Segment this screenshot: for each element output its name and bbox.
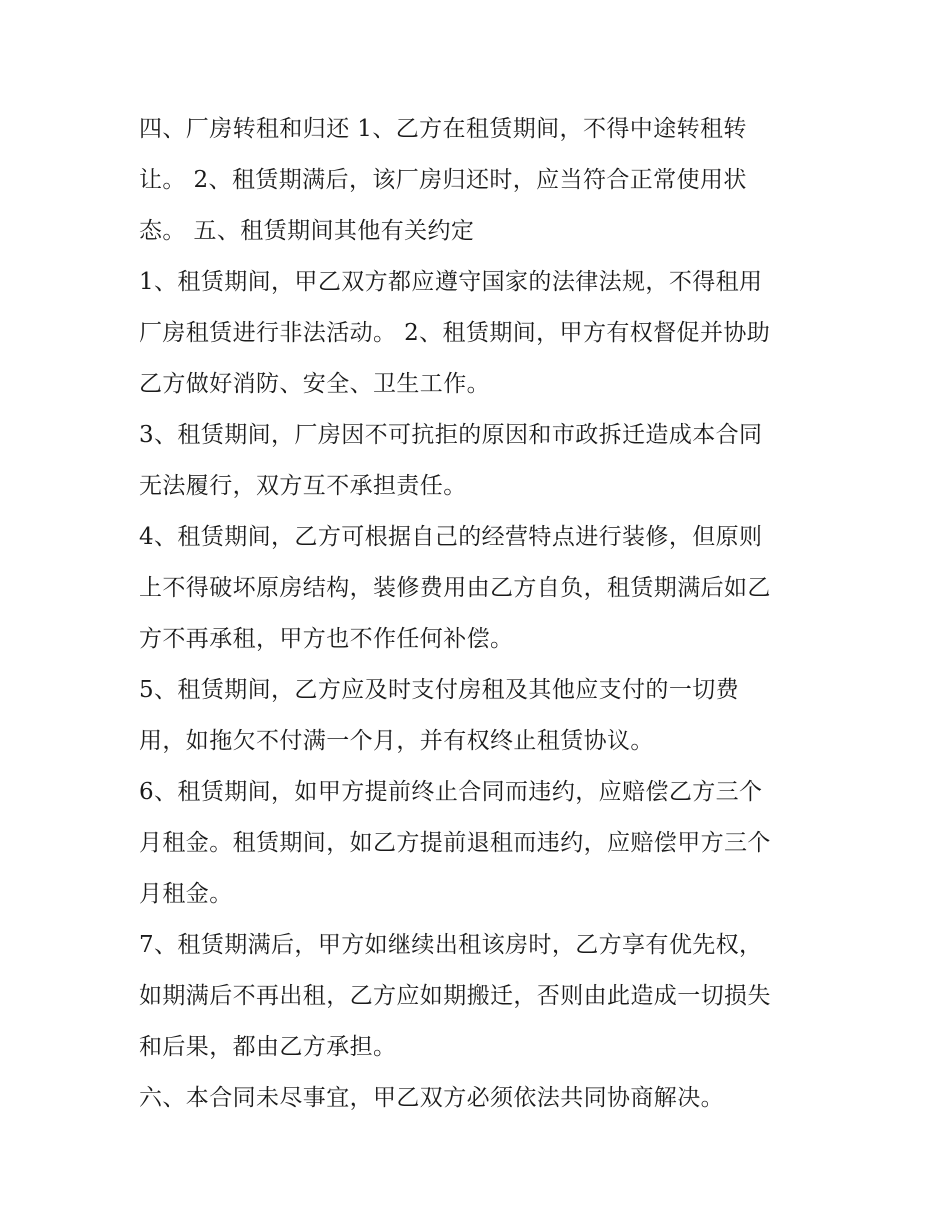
text-line: 上不得破坏原房结构，装修费用由乙方自负，租赁期满后如乙: [139, 575, 771, 601]
text-line: 如期满后不再出租，乙方应如期搬迁，否则由此造成一切损失: [139, 983, 771, 1009]
text-line: 用，如拖欠不付满一个月，并有权终止租赁协议。: [139, 728, 654, 754]
text-line: 3、租赁期间，厂房因不可抗拒的原因和市政拆迁造成本合同: [139, 422, 763, 448]
document-body: [139, 104, 819, 1124]
text-line: 6、租赁期间，如甲方提前终止合同而违约，应赔偿乙方三个: [139, 779, 763, 805]
text-line: 态。 五、租赁期间其他有关约定: [139, 218, 475, 244]
text-line: 方不再承租，甲方也不作任何补偿。: [139, 626, 514, 652]
text-line: 乙方做好消防、安全、卫生工作。: [139, 371, 490, 397]
text-line: 无法履行，双方互不承担责任。: [139, 473, 467, 499]
text-line: 月租金。: [139, 881, 233, 907]
text-line: 5、租赁期间，乙方应及时支付房租及其他应支付的一切费: [139, 677, 740, 703]
text-line: 7、租赁期满后，甲方如继续出租该房时，乙方享有优先权，: [139, 932, 763, 958]
text-line: 厂房租赁进行非法活动。 2、租赁期间，甲方有权督促并协助: [139, 320, 771, 346]
text-line: 4、租赁期间，乙方可根据自己的经营特点进行装修，但原则: [139, 524, 763, 550]
text-line: 让。 2、租赁期满后，该厂房归还时，应当符合正常使用状: [139, 167, 747, 193]
text-line: 和后果，都由乙方承担。: [139, 1034, 397, 1060]
text-line: 月租金。租赁期间，如乙方提前退租而违约，应赔偿甲方三个: [139, 830, 771, 856]
text-line: 六、本合同未尽事宜，甲乙双方必须依法共同协商解决。: [139, 1085, 724, 1111]
text-line: 四、厂房转租和归还 1、乙方在租赁期间，不得中途转租转: [139, 116, 747, 142]
text-line: 1、租赁期间，甲乙双方都应遵守国家的法律法规，不得租用: [139, 269, 763, 295]
